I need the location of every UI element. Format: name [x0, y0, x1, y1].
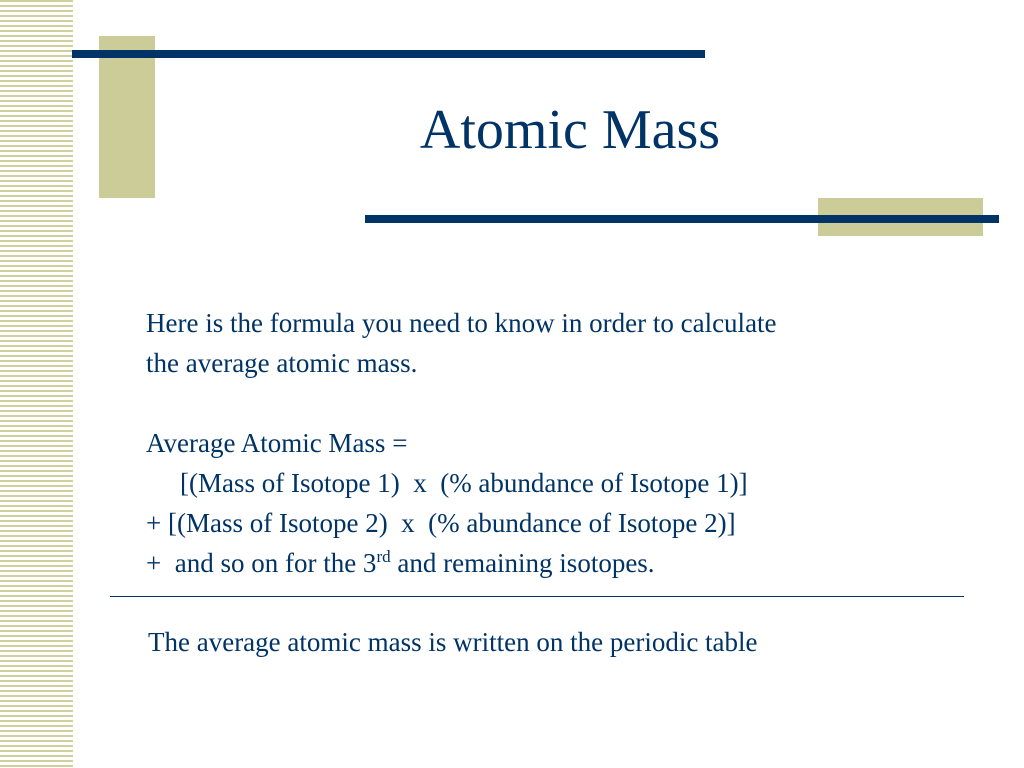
formula-term-3-suffix: and remaining isotopes. — [390, 548, 655, 578]
intro-line-2: the average atomic mass. — [146, 348, 418, 378]
formula-term-2: + [(Mass of Isotope 2) x (% abundance of Isotope 2)] — [146, 508, 736, 538]
slide-body — [146, 303, 976, 583]
decorative-stripes — [0, 0, 73, 768]
periodic-table-note: The average atomic mass is written on the periodic table — [148, 627, 758, 657]
decorative-block-top — [99, 36, 155, 198]
formula-term-3 — [146, 543, 976, 583]
formula-term-3-prefix: + and so on for the 3 — [146, 548, 377, 578]
formula-term-3-superscript: rd — [376, 547, 391, 566]
intro-line-1: Here is the formula you need to know in order to calculate — [146, 308, 777, 338]
spacer — [146, 383, 976, 423]
section-divider — [110, 596, 964, 597]
title-rule-bottom — [365, 215, 999, 223]
slide-title: Atomic Mass — [419, 99, 721, 161]
title-rule-top — [72, 50, 705, 58]
formula-heading: Average Atomic Mass = — [146, 428, 408, 458]
formula-term-1: [(Mass of Isotope 1) x (% abundance of Isotope 1)] — [180, 468, 748, 498]
